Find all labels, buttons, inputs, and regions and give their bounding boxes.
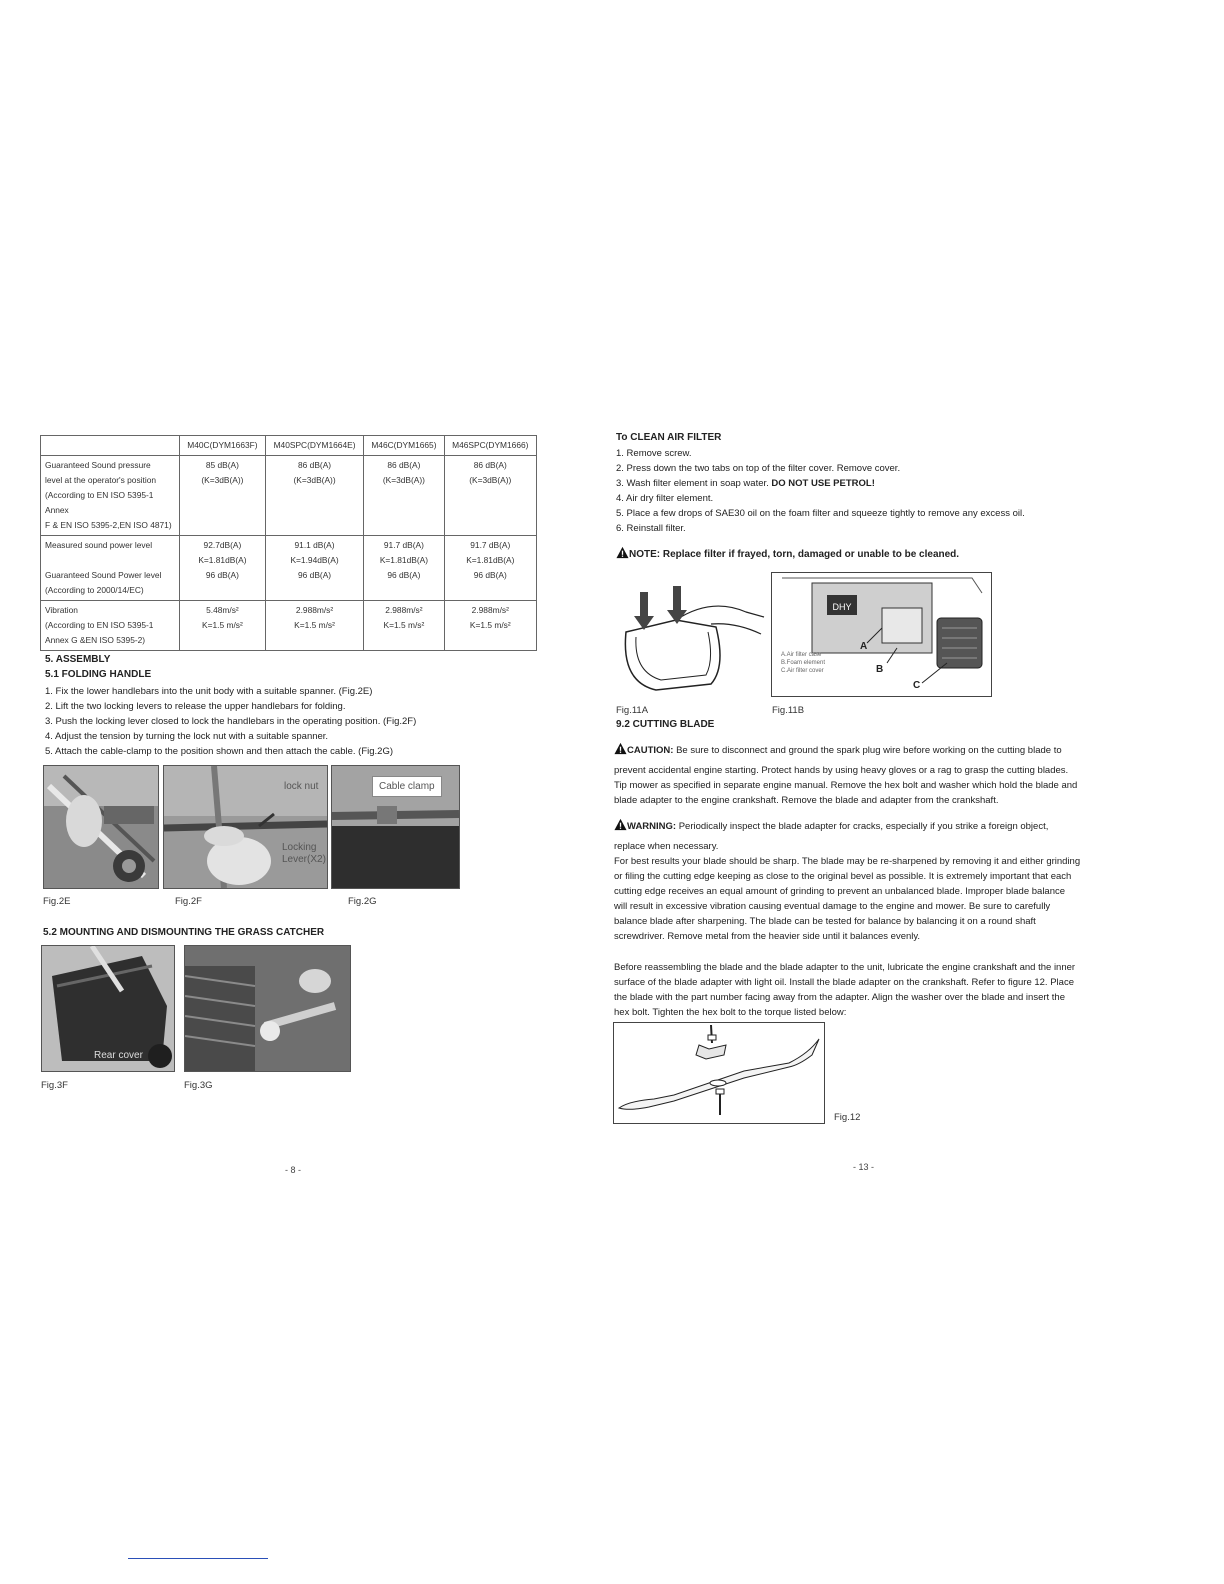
reassemble-line: Before reassembling the blade and the blade adapter to the unit, lubricate the engine crankshaft and the inner	[614, 962, 1076, 973]
spec-row-label: Vibration (According to EN ISO 5395-1 Annex G &EN ISO 5395-2)	[41, 601, 180, 651]
spec-table	[40, 435, 537, 651]
fig11b-illustration	[771, 572, 992, 697]
spec-row-vibration	[41, 601, 537, 651]
spec-table-corner	[41, 436, 180, 456]
locking-lever-label-line1: Locking	[282, 842, 317, 853]
caution-line: Tip mower as specified in separate engine manual. Remove the hex bolt and washer which hold the blade and	[614, 780, 1078, 791]
spec-row-label: Guaranteed Sound pressure level at the operator's position (According to EN ISO 5395-1 Annex F & EN ISO 5395-2,EN ISO 4871)	[41, 456, 180, 536]
folding-step: 1. Fix the lower handlebars into the unit body with a suitable spanner. (Fig.2E)	[45, 686, 373, 697]
folding-step: 4. Adjust the tension by turning the lock nut with a suitable spanner.	[45, 731, 329, 742]
spec-cell: 91.1 dB(A) K=1.94dB(A) 96 dB(A)	[265, 536, 363, 601]
spec-cell: 91.7 dB(A) K=1.81dB(A) 96 dB(A)	[364, 536, 444, 601]
sharpen-line: cutting edge receives an equal amount of grinding to prevent an unbalanced blade. Improper blade balance	[614, 886, 1066, 897]
fig3f-caption: Fig.3F	[41, 1080, 68, 1091]
cutting-blade-heading: 9.2 CUTTING BLADE	[616, 719, 715, 730]
reassemble-line: surface of the blade adapter with light oil. Install the blade adapter on the crankshaft. Refer to figure 12. Place	[614, 977, 1074, 988]
spec-cell: 91.7 dB(A) K=1.81dB(A) 96 dB(A)	[444, 536, 536, 601]
spec-cell: 92.7dB(A) K=1.81dB(A) 96 dB(A)	[180, 536, 266, 601]
note-line: NOTE: Replace filter if frayed, torn, damaged or unable to be cleaned.	[616, 546, 959, 562]
spec-cell: 86 dB(A) (K=3dB(A))	[265, 456, 363, 536]
right-page	[600, 0, 1224, 1584]
spec-row-label: Measured sound power level Guaranteed Sound Power level (According to 2000/14/EC)	[41, 536, 180, 601]
spec-row-sound-pressure	[41, 456, 537, 536]
warning-first-line: WARNING: Periodically inspect the blade adapter for cracks, especially if you strike a foreign object,	[614, 818, 1214, 834]
air-filter-step: 6. Reinstall filter.	[616, 523, 686, 534]
fig3g-caption: Fig.3G	[184, 1080, 213, 1091]
engine-logo-text: DHY	[832, 602, 852, 612]
sharpen-line: balance blade after sharpening. The blade can be tested for balance by balancing it on a round shaft	[614, 916, 1036, 927]
caution-first-line: CAUTION: Be sure to disconnect and ground the spark plug wire before working on the cutting blade to	[614, 742, 1214, 758]
air-filter-heading: To CLEAN AIR FILTER	[616, 432, 722, 443]
folding-step: 2. Lift the two locking levers to release the upper handlebars for folding.	[45, 701, 346, 712]
locking-lever-label-line2: Lever(X2)	[282, 854, 326, 865]
bottom-rule	[128, 1558, 268, 1559]
warning-paragraph	[614, 818, 1214, 944]
air-filter-steps-list	[616, 446, 1025, 536]
fig12-caption: Fig.12	[834, 1112, 861, 1123]
folding-steps-list	[45, 684, 416, 759]
warning-triangle-icon	[614, 742, 627, 755]
spec-cell: 2.988m/s² K=1.5 m/s²	[444, 601, 536, 651]
fig3g-photo	[184, 945, 351, 1072]
spec-cell: 86 dB(A) (K=3dB(A))	[444, 456, 536, 536]
fig11b-legend: A.Air filter case B.Foam element C.Air filter cover	[781, 652, 826, 674]
page-number-right: - 13 -	[853, 1162, 875, 1172]
reassemble-line: hex bolt. Tighten the hex bolt to the torque listed below:	[614, 1007, 847, 1018]
page-number-left: - 8 -	[285, 1165, 302, 1175]
caution-line: blade adapter to the engine crankshaft. Remove the blade and adapter from the crankshaft.	[614, 795, 999, 806]
lock-nut-label: lock nut	[284, 781, 319, 792]
spec-cell: 85 dB(A) (K=3dB(A))	[180, 456, 266, 536]
fig2e-photo	[43, 765, 159, 889]
caution-paragraph	[614, 742, 1214, 808]
spec-header-cell: M40C(DYM1663F)	[180, 436, 266, 456]
spec-header-cell: M40SPC(DYM1664E)	[265, 436, 363, 456]
spec-cell: 86 dB(A) (K=3dB(A))	[364, 456, 444, 536]
assembly-heading: 5. ASSEMBLY	[45, 654, 111, 665]
fig2g-photo	[331, 765, 460, 889]
air-filter-step: 2. Press down the two tabs on top of the filter cover. Remove cover.	[616, 463, 901, 474]
warning-line: replace when necessary.	[614, 841, 719, 852]
fig2f-photo	[163, 765, 328, 889]
spec-cell: 2.988m/s² K=1.5 m/s²	[265, 601, 363, 651]
spec-cell: 2.988m/s² K=1.5 m/s²	[364, 601, 444, 651]
air-filter-step: 4. Air dry filter element.	[616, 493, 714, 504]
fig11a-caption: Fig.11A	[616, 705, 649, 716]
spec-table-header-row	[41, 436, 537, 456]
fig11a-illustration	[616, 572, 766, 697]
warning-triangle-icon	[616, 546, 629, 559]
fig3f-photo	[41, 945, 175, 1072]
air-filter-step: 1. Remove screw.	[616, 448, 692, 459]
fig12-illustration	[613, 1022, 825, 1124]
caution-line: prevent accidental engine starting. Protect hands by using heavy gloves or a rag to grasp the cutting blades.	[614, 765, 1069, 776]
rear-cover-label: Rear cover	[94, 1050, 143, 1061]
fig11b-letter-c: C	[913, 680, 921, 691]
grass-catcher-heading: 5.2 MOUNTING AND DISMOUNTING THE GRASS CATCHER	[43, 927, 325, 938]
reassemble-paragraph	[614, 960, 1214, 1020]
warning-triangle-icon	[614, 818, 627, 831]
cable-clamp-label: Cable clamp	[372, 776, 442, 797]
fig11b-letter-b: B	[876, 664, 884, 675]
fig11b-caption: Fig.11B	[772, 705, 805, 716]
left-page	[0, 0, 600, 1584]
folding-step: 3. Push the locking lever closed to lock the handlebars in the operating position. (Fig.2F)	[45, 716, 417, 727]
spec-header-cell: M46C(DYM1665)	[364, 436, 444, 456]
reassemble-line: the blade with the part number facing away from the adapter. Align the washer over the blade and insert the	[614, 992, 1065, 1003]
sharpen-line: screwdriver. Remove metal from the heavier side until it balances evenly.	[614, 931, 921, 942]
folding-step: 5. Attach the cable-clamp to the position shown and then attach the cable. (Fig.2G)	[45, 746, 394, 757]
fig11b-letter-a: A	[860, 641, 868, 652]
sharpen-line: will result in excessive vibration causing eventual damage to the engine and mower. Be sure to carefully	[614, 901, 1051, 912]
spec-row-sound-power	[41, 536, 537, 601]
sharpen-line: For best results your blade should be sharp. The blade may be re-sharpened by removing it and either grinding	[614, 856, 1081, 867]
sharpen-line: or filing the cutting edge keeping as close to the original bevel as possible. It is extremely important that each	[614, 871, 1072, 882]
fig2f-caption: Fig.2F	[175, 896, 202, 907]
spec-header-cell: M46SPC(DYM1666)	[444, 436, 536, 456]
spec-cell: 5.48m/s² K=1.5 m/s²	[180, 601, 266, 651]
air-filter-step: 5. Place a few drops of SAE30 oil on the foam filter and squeeze tightly to remove any excess oil.	[616, 508, 1025, 519]
folding-handle-heading: 5.1 FOLDING HANDLE	[45, 669, 152, 680]
fig2e-caption: Fig.2E	[43, 896, 71, 907]
fig2g-caption: Fig.2G	[348, 896, 377, 907]
air-filter-step: 3. Wash filter element in soap water. DO NOT USE PETROL!	[616, 478, 875, 489]
